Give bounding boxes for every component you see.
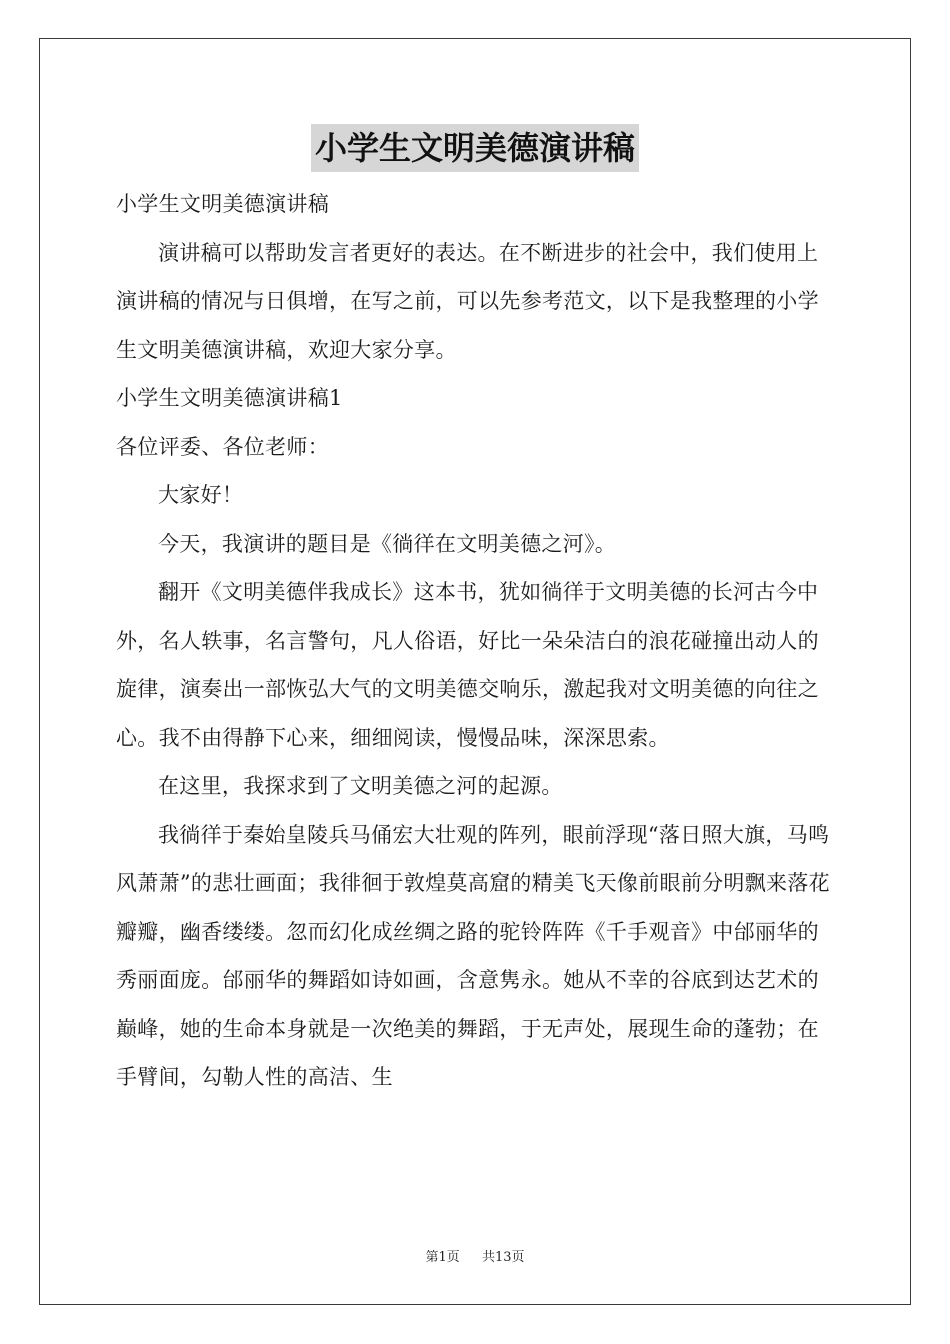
paragraph: 在这里，我探求到了文明美德之河的起源。 xyxy=(158,774,563,798)
document-title xyxy=(0,124,950,172)
paragraph: 大家好！ xyxy=(158,483,244,507)
document-body xyxy=(116,180,836,1102)
page-total: 共13页 xyxy=(481,1250,525,1265)
paragraph: 翻开《文明美德伴我成长》这本书，犹如徜徉于文明美德的长河古今中外，名人轶事，名言警句，凡人俗语，好比一朵朵洁白的浪花碰撞出动人的旋律，演奏出一部恢弘大气的文明美德交响乐，激起我对文明美德的向往之心。我不由得静下心来，细细阅读，慢慢品味，深深思索。 xyxy=(116,580,819,750)
paragraph: 小学生文明美德演讲稿 xyxy=(116,192,329,216)
page-footer xyxy=(0,1246,950,1265)
paragraph: 小学生文明美德演讲稿1 xyxy=(116,386,343,410)
page-number: 第1页 xyxy=(425,1250,460,1265)
document-title-text: 小学生文明美德演讲稿 xyxy=(311,124,639,172)
paragraph: 各位评委、各位老师： xyxy=(116,434,329,459)
paragraph: 我徜徉于秦始皇陵兵马俑宏大壮观的阵列，眼前浮现“落日照大旗，马鸣风萧萧”的悲壮画面；我徘徊于敦煌莫高窟的精美飞天像前眼前分明飘来落花瓣瓣，幽香缕缕。忽而幻化成丝绸之路的驼铃阵阵《千手观音》中邰丽华的秀丽面庞。邰丽华的舞蹈如诗如画，含意隽永。她从不幸的谷底到达艺术的巅峰，她的生命本身就是一次绝美的舞蹈，于无声处，展现生命的蓬勃；在手臂间，勾勒人性的高洁、生 xyxy=(116,822,830,1089)
paragraph: 今天，我演讲的题目是《徜徉在文明美德之河》。 xyxy=(158,531,617,556)
paragraph: 演讲稿可以帮助发言者更好的表达。在不断进步的社会中，我们使用上演讲稿的情况与日俱增，在写之前，可以先参考范文，以下是我整理的小学生文明美德演讲稿，欢迎大家分享。 xyxy=(116,240,819,362)
